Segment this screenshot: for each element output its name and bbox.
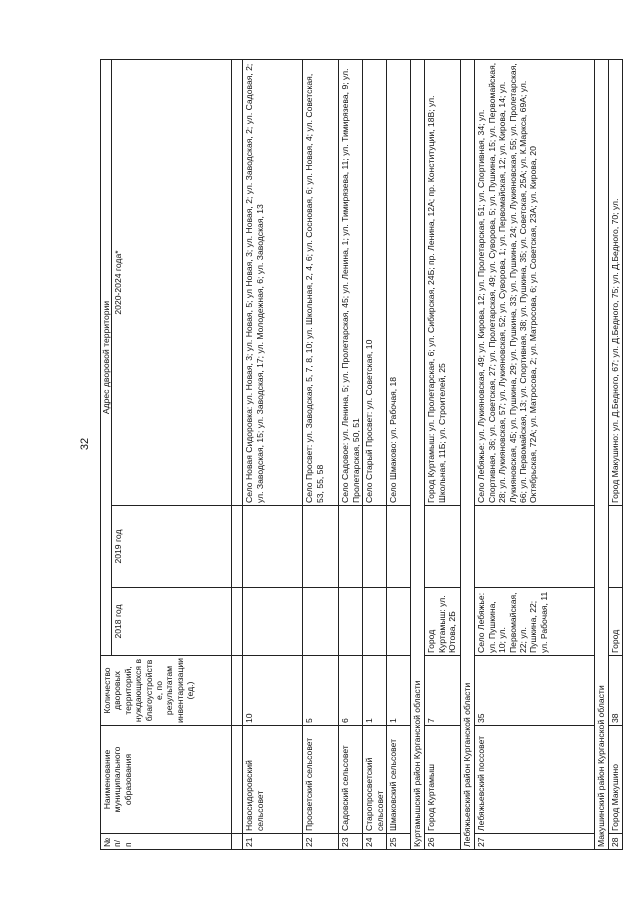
cell-2019 [475,506,595,588]
cell-2019 [609,506,622,588]
cell-2018: Село Лебяжье: ул. Пушкина, 10; ул. Первомайская, 22; ул. Пушкина, 22; ул. Рабочая, 11 [475,588,595,656]
header-num: № п/п [101,834,232,850]
cell-name: Старопросветский сельсовет [363,726,387,834]
cell-num: 23 [339,834,363,850]
cell-2018: Город Куртамыш: ул. Ютова, 2Б [425,588,461,656]
cell-2020: Город Куртамыш: ул. Пролетарская, 6; ул. Сибирская, 24Б; пр. Ленина, 12А; пр. Конституции, 18В; ул. Школьная, 11Б; ул. Строителей, 25 [425,60,461,506]
cell-2019 [243,506,303,588]
cell-2019 [387,506,411,588]
cell-2018 [363,588,387,656]
cell-2020: Село Новая Сидоровка: ул. Новая, 3; ул. Новая, 5; ул Новая, 3; ул. Новая, 2; ул. Заводская, 2; ул. Садовая, 2; ул. Заводская, 15; ул. Заводская, 17; ул. Молодежная, 6; ул. Заводская, 13 [243,60,303,506]
header-name: Наименование муниципального образования [101,726,232,834]
cell-2020: Село Просвет: ул. Заводская, 5, 7, 8, 10; ул. Школьная, 2, 4, 6; ул. Сосновая, 6; ул. Новая, 4; ул. Советская, 53, 55, 58 [303,60,339,506]
cell-2020: Город Макушино: ул. Д.Бедного, 67; ул. Д.Бедного, 75; ул. Д.Бедного, 70; ул. [609,60,622,506]
cell-num: 24 [363,834,387,850]
header-2020: 2020-2024 года* [112,60,232,506]
cell-count: 10 [243,656,303,726]
table-row [387,60,411,850]
header-row-top [101,60,112,850]
table-row [303,60,339,850]
cell-count: 6 [339,656,363,726]
cell-2018 [387,588,411,656]
region-title: Макушинский район Курганской области [595,60,609,850]
region-title: Куртамышский район Курганской области [411,60,425,850]
region-row [595,60,609,850]
cell-2019 [339,506,363,588]
region-row [461,60,475,850]
cell-2019 [363,506,387,588]
cell-name: Новосидоровский сельсовет [243,726,303,834]
cell-name: Садовский сельсовет [339,726,363,834]
header-2019: 2019 год [112,506,232,588]
cell-2020: Село Шмаково: ул. Рабочая, 18 [387,60,411,506]
cell-name: Шмаковский сельсовет [387,726,411,834]
table-row [363,60,387,850]
cell-num: 21 [243,834,303,850]
cell-count: 7 [425,656,461,726]
cell-2020: Село Старый Просвет: ул. Советская, 10 [363,60,387,506]
cell-count: 1 [363,656,387,726]
table-row [243,60,303,850]
header-2018: 2018 год [112,588,232,656]
rotated-page [100,60,621,850]
cell-2018 [339,588,363,656]
cell-name: Лебяжьевский поссовет [475,726,595,834]
cell-count: 38 [609,656,622,726]
cell-2019 [303,506,339,588]
cell-num: 28 [609,834,622,850]
cell-num: 27 [475,834,595,850]
header-address: Адрес дворовой территории [101,60,112,656]
column-number-row [232,60,243,850]
region-row [411,60,425,850]
cell-count: 35 [475,656,595,726]
cell-name: Город Макушино [609,726,622,834]
addresses-table [100,59,623,850]
cell-2020: Село Лебяжье: ул. Лукияновская, 49; ул. Кирова, 12; ул. Пролетарская, 51; ул. Спортивная, 34; ул. Спортивная, 36; ул. Советская, 27; ул. Пролетарская, 49; ул. Суворова, 5; ул. Пушкина, 15; ул. Первомайская, 28; ул. Лукияновская, 57; ул. Лукияновская, 52; ул. Суворова, 1; ул. Первомайская, 12; ул. Кирова, 14; ул. Лукияновская, 45; ул. Пушкина, 29; ул. Пушкина, 33; ул. Пушкина, 24; ул. Лукияновская, 55; ул. Пролетарская, 66; ул. Первомайская, 13; ул. Спортивная, 38; ул. Пушкина, 35; ул. Советская, 25А; ул. К.Маркса, 69А; ул. Октябрьская, 72А; ул. Матросова, 2; ул. Матросова, 6; ул. Советская, 23А; ул. Кирова, 20 [475,60,595,506]
cell-count: 5 [303,656,339,726]
cell-name: Город Куртамыш [425,726,461,834]
cell-name: Просветский сельсовет [303,726,339,834]
table-row [339,60,363,850]
cell-2018 [243,588,303,656]
table-row [609,60,622,850]
table-row [475,60,595,850]
cell-2018: Город [609,588,622,656]
cell-2018 [303,588,339,656]
region-title: Лебяжьевский район Курганской области [461,60,475,850]
cell-2020: Село Садовое: ул. Ленина, 5; ул. Пролетарская, 45; ул. Ленина, 1; ул. Тимирязева, 11; ул. Тимирязева, 9; ул. Пролетарская, 50, 51 [339,60,363,506]
cell-num: 26 [425,834,461,850]
cell-num: 22 [303,834,339,850]
cell-num: 25 [387,834,411,850]
header-count: Количество дворовых территорий, нуждающихся в благоустройстве, по результатам инвентаризации (ед.) [101,656,232,726]
table-row [425,60,461,850]
page-number: 32 [79,437,91,451]
cell-count: 1 [387,656,411,726]
cell-2019 [425,506,461,588]
